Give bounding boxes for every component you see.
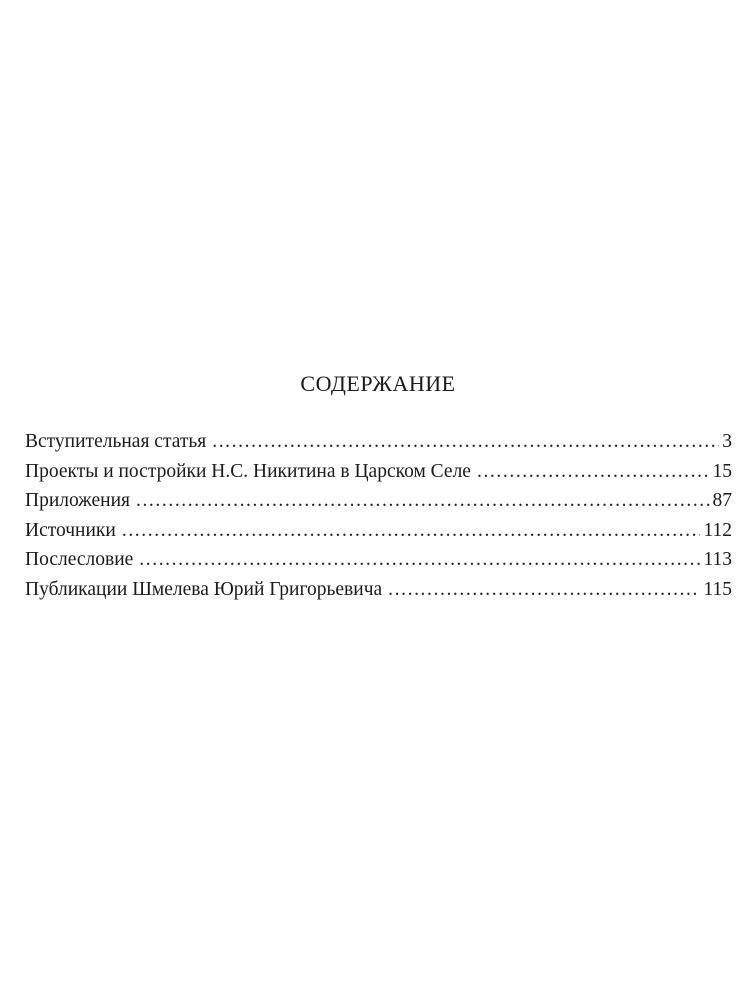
toc-entry-appendices xyxy=(25,486,732,516)
toc-entry-projects xyxy=(25,457,732,487)
toc-entry-title: Послесловие xyxy=(25,549,134,571)
toc-entry-title: Проекты и постройки Н.С. Никитина в Царском Селе xyxy=(25,460,471,482)
toc-entry-sources xyxy=(25,516,732,546)
toc-dot-leader xyxy=(477,457,710,487)
toc-entry-page-number: 113 xyxy=(703,549,732,571)
toc-list xyxy=(25,427,732,605)
toc-dot-leader xyxy=(122,516,701,546)
toc-dot-leader xyxy=(136,486,710,516)
toc-entry-afterword xyxy=(25,545,732,575)
toc-dot-leader xyxy=(212,427,719,457)
toc-entry-title: Вступительная статья xyxy=(25,431,207,452)
toc-entry-page-number: 115 xyxy=(703,578,732,600)
toc-entry-title: Приложения xyxy=(25,490,130,512)
toc-entry-introduction xyxy=(25,427,732,457)
toc-heading: СОДЕРЖАНИЕ xyxy=(300,371,456,396)
toc-dot-leader xyxy=(388,575,700,605)
toc-entry-page-number: 112 xyxy=(703,519,732,541)
toc-entry-title: Источники xyxy=(25,519,116,541)
toc-entry-page-number: 87 xyxy=(712,490,732,512)
toc-entry-page-number: 3 xyxy=(722,431,732,452)
toc-dot-leader xyxy=(139,545,700,575)
toc-entry-page-number: 15 xyxy=(712,460,732,482)
toc-entry-title: Публикации Шмелева Юрий Григорьевича xyxy=(25,578,383,600)
toc-entry-publications xyxy=(25,575,732,605)
